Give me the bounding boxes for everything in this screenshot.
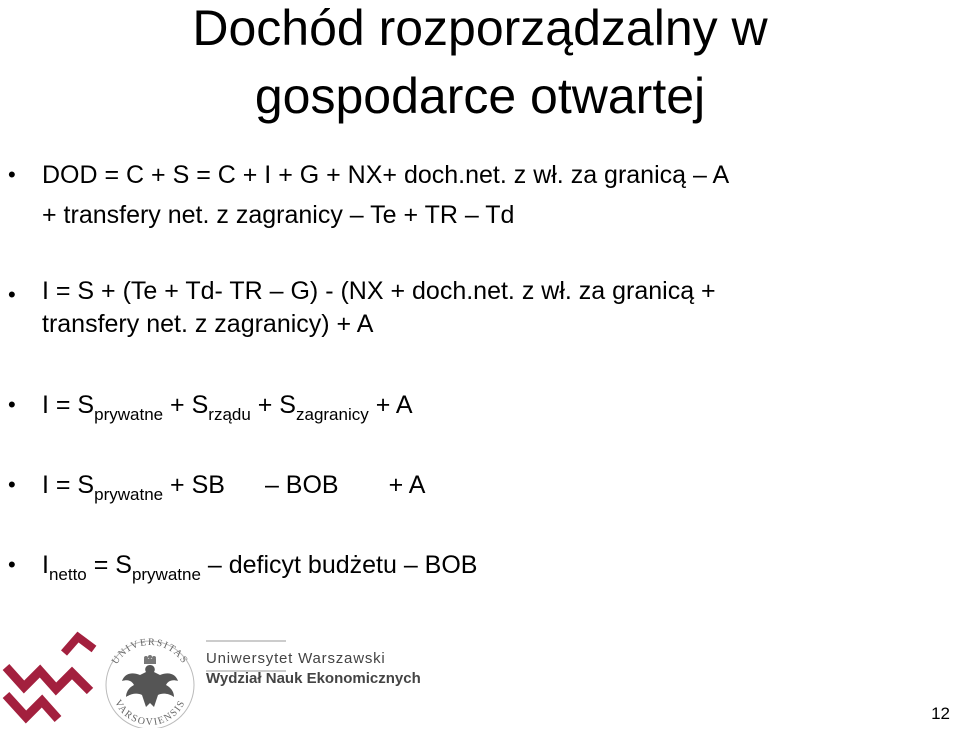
bullet-text bbox=[42, 155, 902, 235]
slide-title-line-2: gospodarce otwartej bbox=[254, 68, 706, 124]
equation-subscript: netto bbox=[48, 565, 87, 584]
eagle-icon bbox=[122, 655, 178, 707]
bullet-dot-icon: • bbox=[8, 162, 16, 187]
slide-title bbox=[0, 0, 960, 130]
bullet-text bbox=[42, 275, 902, 341]
bullet-line: + transfery net. z zagranicy – Te + TR – Td bbox=[42, 201, 515, 229]
footer-logos bbox=[0, 625, 600, 728]
equation-part: + S bbox=[250, 391, 296, 419]
equation-part: + S bbox=[163, 391, 209, 419]
bullet-text bbox=[42, 465, 922, 505]
bullet-line: transfery net. z zagranicy) + A bbox=[42, 310, 374, 338]
equation-subscript: zagranicy bbox=[295, 405, 369, 424]
equation-part: = S bbox=[86, 551, 132, 579]
equation-part: – BOB bbox=[264, 471, 339, 499]
university-name: Uniwersytet Warszawski bbox=[206, 650, 386, 667]
bullet-text bbox=[42, 385, 922, 425]
footer bbox=[0, 625, 600, 728]
bullet-line: DOD = C + S = C + I + G + NX+ doch.net. z wł. za granicą – A bbox=[42, 161, 730, 189]
equation-part: I bbox=[42, 551, 49, 579]
bullet-dot-icon: • bbox=[8, 472, 16, 497]
equation-part: I = S bbox=[42, 391, 95, 419]
seal-top-text: UNIVERSITAS bbox=[109, 636, 191, 667]
slide-title-line-1: Dochód rozporządzalny w bbox=[192, 0, 768, 56]
equation-part: – deficyt budżetu – BOB bbox=[200, 551, 478, 579]
equation-part: + A bbox=[368, 391, 413, 419]
equation-part: + A bbox=[388, 471, 426, 499]
institution-names bbox=[206, 641, 421, 687]
equation-subscript: prywatne bbox=[94, 405, 164, 424]
bullet-dot-icon: • bbox=[8, 552, 16, 577]
bullet-line: I = S + (Te + Td- TR – G) - (NX + doch.net. z wł. za granicą + bbox=[42, 277, 716, 305]
page-number: 12 bbox=[931, 704, 950, 723]
equation-subscript: rządu bbox=[208, 405, 251, 424]
equation-subscript: prywatne bbox=[131, 565, 201, 584]
equation-part: I = S bbox=[42, 471, 95, 499]
bullet-dot-icon: • bbox=[8, 392, 16, 417]
seal-bottom-text: VARSOVIENSIS bbox=[112, 697, 188, 728]
faculty-zigzag-logo bbox=[6, 637, 94, 719]
faculty-name: Wydział Nauk Ekonomicznych bbox=[206, 670, 421, 687]
equation-subscript: prywatne bbox=[94, 485, 164, 504]
bullet-dot-icon: • bbox=[8, 282, 16, 307]
university-seal-logo bbox=[106, 637, 194, 728]
bullet-text bbox=[42, 545, 922, 585]
equation-part: + SB bbox=[163, 471, 225, 499]
